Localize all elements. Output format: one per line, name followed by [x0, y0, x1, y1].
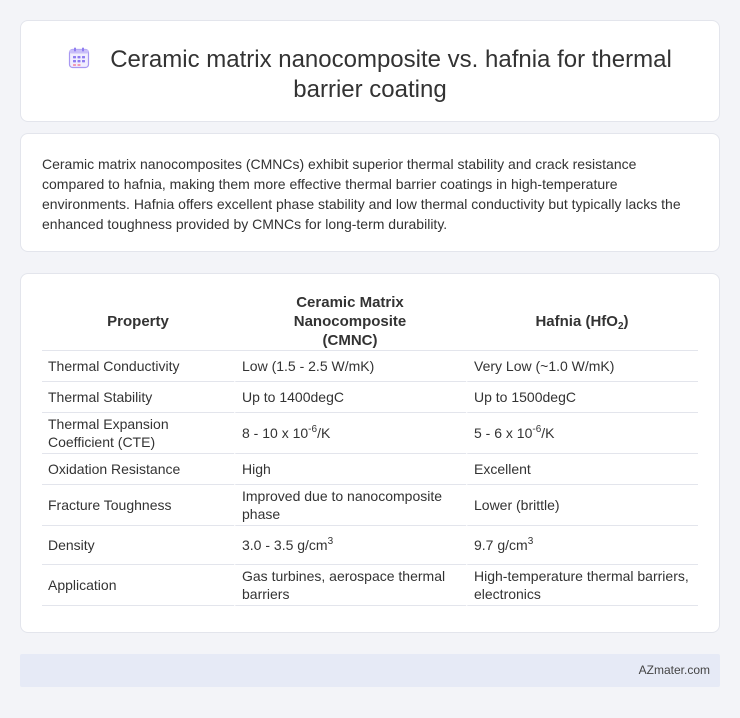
cell-hafnia: High-temperature thermal barriers, electronics: [466, 565, 698, 606]
cell-cmnc-base: 3.0 - 3.5 g/cm: [242, 537, 328, 553]
cell-cmnc: Improved due to nanocomposite phase: [234, 485, 466, 526]
header-hafnia-end: ): [623, 313, 629, 330]
cell-cmnc: Up to 1400degC: [234, 382, 466, 413]
table-row: [42, 351, 698, 382]
title-line-1: Ceramic matrix nanocomposite vs. hafnia for thermal: [110, 46, 672, 73]
header-hafnia-sub: 2: [617, 321, 624, 332]
cell-cmnc: Gas turbines, aerospace thermal barriers: [234, 565, 466, 606]
table-row: [42, 565, 698, 606]
cell-property: Thermal Conductivity: [42, 351, 234, 382]
page-title: [21, 45, 719, 105]
cell-cmnc-sup: 3: [327, 536, 334, 547]
cell-property: Density: [42, 526, 234, 565]
cell-hafnia: Very Low (~1.0 W/mK): [466, 351, 698, 382]
summary-card: [20, 133, 720, 252]
comparison-table: [42, 293, 698, 606]
table-row: [42, 382, 698, 413]
cell-hafnia-sup: 3: [527, 536, 534, 547]
cell-property: Fracture Toughness: [42, 485, 234, 526]
cell-hafnia: Lower (brittle): [466, 485, 698, 526]
footer-bar: [20, 654, 720, 687]
table-row: [42, 413, 698, 454]
header-cmnc-line2: (CMNC): [322, 332, 378, 349]
cell-property: Oxidation Resistance: [42, 454, 234, 485]
cell-hafnia: Up to 1500degC: [466, 382, 698, 413]
cell-hafnia: [466, 413, 698, 454]
calendar-grid-icon: [68, 47, 90, 69]
table-row: [42, 526, 698, 565]
header-cmnc: [234, 293, 466, 351]
header-cmnc-line1: Ceramic Matrix Nanocomposite: [293, 294, 407, 330]
title-line-2: barrier coating: [293, 76, 447, 103]
title-card: [20, 20, 720, 122]
cell-hafnia-base: 9.7 g/cm: [474, 537, 528, 553]
cell-property: Thermal Stability: [42, 382, 234, 413]
cell-property: Application: [42, 565, 234, 606]
cell-cmnc: High: [234, 454, 466, 485]
cell-hafnia-unit: /K: [541, 425, 555, 441]
comparison-card: [20, 273, 720, 633]
cell-cmnc-base: 8 - 10 x 10: [242, 425, 309, 441]
table-header-row: [42, 293, 698, 351]
cell-cmnc-unit: /K: [317, 425, 331, 441]
cell-hafnia-base: 5 - 6 x 10: [474, 425, 533, 441]
cell-hafnia-sup: -6: [532, 424, 542, 435]
cell-property: Thermal Expansion Coefficient (CTE): [42, 413, 234, 454]
cell-hafnia: Excellent: [466, 454, 698, 485]
cell-cmnc-sup: -6: [308, 424, 318, 435]
cell-hafnia: [466, 526, 698, 565]
header-hafnia: [466, 293, 698, 351]
header-property: Property: [42, 293, 234, 351]
footer-brand[interactable]: AZmater.com: [638, 663, 710, 677]
summary-text: Ceramic matrix nanocomposites (CMNCs) exhibit superior thermal stability and crack resistance compared to hafnia, making them more effective thermal barrier coatings in high-temperature environments. Hafnia offers excellent phase stability and low thermal conductivity but typically lacks the enhanced toughness provided by CMNCs for long-term durability.: [42, 156, 681, 232]
header-hafnia-main: Hafnia (HfO: [535, 313, 618, 330]
cell-cmnc: [234, 413, 466, 454]
table-row: [42, 454, 698, 485]
cell-cmnc: [234, 526, 466, 565]
table-row: [42, 485, 698, 526]
cell-cmnc: Low (1.5 - 2.5 W/mK): [234, 351, 466, 382]
